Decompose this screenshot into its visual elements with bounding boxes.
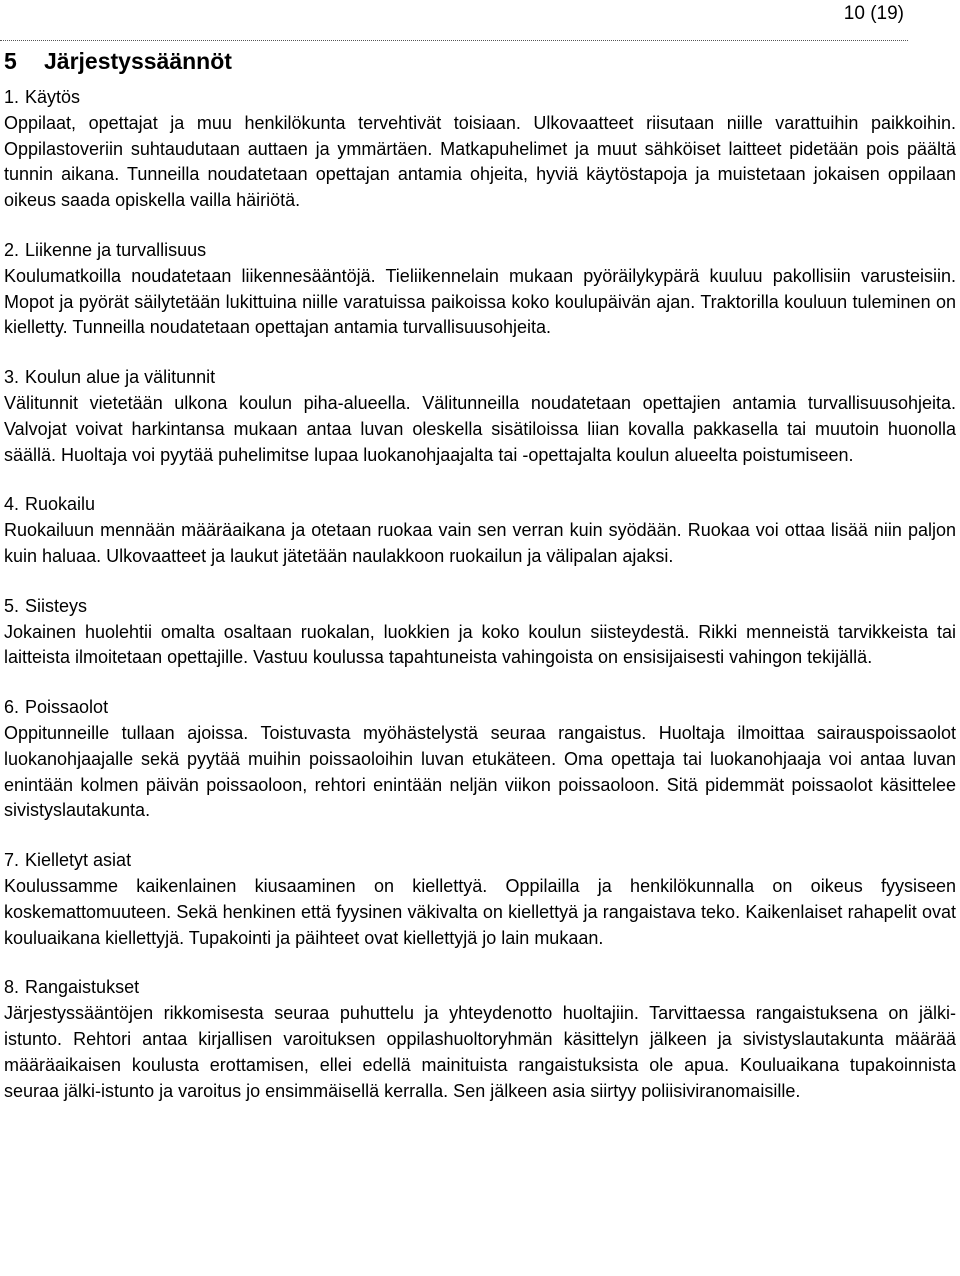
section-number: 1. [4,87,20,107]
section-heading [4,492,956,518]
section-rangaistukset [4,975,956,1104]
section-text: Oppilaat, opettajat ja muu henkilökunta tervehtivät toisiaan. Ulkovaatteet riisutaan niille varattuihin paikkoihin. Oppilastoveriin suhtaudutaan auttaen ja ymmärtäen. Matkapuhelimet ja muut sähköiset laitteet pidetään pois päältä tunnin aikana. Tunneilla noudatetaan opettajan antamia ohjeita, hyviä käytöstapoja ja muistetaan jokaisen oppilaan oikeus saada opiskella vailla häiriötä. [4,112,956,211]
section-heading [4,594,956,620]
section-number: 5. [4,595,20,616]
rules-list [4,85,956,1128]
section-title: Siisteys [25,595,88,616]
chapter-number: 5 [4,48,17,74]
section-title: Poissaolot [25,697,109,718]
section-title: Käytös [25,87,81,107]
section-title: Koulun alue ja välitunnit [25,367,216,388]
section-text: Koulussamme kaikenlainen kiusaaminen on kiellettyä. Oppilailla ja henkilökunnalla on oikeus fyysiseen koskemattomuuteen. Sekä henkinen että fyysinen väkivalta on kiellettyä ja rangaistava teko. Kaikenlaiset rahapelit ovat kouluaikana kiellettyjä. Tupakointi ja päihteet ovat kiellettyjä jo lain mukaan. [4,875,956,948]
section-text: Oppitunneille tullaan ajoissa. Toistuvasta myöhästelystä seuraa rangaistus. Huoltaja ilmoittaa sairauspoissaolot luokanohjaajalle sekä pyytää muihin poissaoloihin luvan etukäteen. Oma opettaja tai luokanohjaaja voi antaa luvan enintään kolmen päivän poissaoloon, rehtori enintään neljän viikon poissaoloon. Sitä pidemmät poissaolot käsittelee sivistyslautakunta. [4,722,956,821]
chapter-title-text: Järjestyssäännöt [44,48,232,74]
section-kielletyt-asiat [4,848,956,951]
section-number: 8. [4,977,20,998]
section-ruokailu [4,492,956,569]
section-koulun-alue [4,365,956,468]
section-heading [4,848,956,874]
chapter-title [4,46,232,76]
header-divider [0,40,908,41]
page-number: 10 (19) [843,3,904,24]
section-siisteys [4,594,956,671]
section-heading [4,975,956,1001]
section-liikenne [4,238,956,341]
section-text: Järjestyssääntöjen rikkomisesta seuraa puhuttelu ja yhteydenotto huoltajiin. Tarvittaessa rangaistuksena on jälki-istunto. Rehtori antaa kirjallisen varoituksen oppilashuoltoryhmän käsittelyn jälkeen ja sivistyslautakunta määrää määräaikaisen koulusta erottamisen, ellei edellä mainituista rangaistuksista ole apua. Kouluaikana tupakoinnista seuraa jälki-istunto ja varoitus jo ensimmäisellä kerralla. Sen jälkeen asia siirtyy poliisiviranomaisille. [4,1003,956,1101]
section-heading [4,695,956,721]
section-title: Ruokailu [25,494,96,515]
section-title: Liikenne ja turvallisuus [25,239,207,260]
section-title: Kielletyt asiat [25,850,132,871]
section-heading [4,365,956,391]
section-number: 2. [4,239,20,260]
section-text: Ruokailuun mennään määräaikana ja otetaan ruokaa vain sen verran kuin syödään. Ruokaa voi ottaa lisää niin paljon kuin haluaa. Ulkovaatteet ja laukut jätetään naulakkoon ruokailun ja välipalan ajaksi. [4,520,956,566]
section-number: 7. [4,850,20,871]
section-title: Rangaistukset [25,977,140,998]
section-heading [4,85,956,111]
section-number: 3. [4,367,20,388]
section-text: Koulumatkoilla noudatetaan liikennesääntöjä. Tieliikennelain mukaan pyöräilykypärä kuuluu pakollisiin varusteisiin. Mopot ja pyörät säilytetään lukittuina niille varatuissa paikoissa koko koulupäivän ajan. Traktorilla kouluun tuleminen on kielletty. Tunneilla noudatetaan opettajan antamia turvallisuusohjeita. [4,265,956,338]
section-number: 4. [4,494,20,515]
section-kaytos [4,85,956,214]
section-text: Jokainen huolehtii omalta osaltaan ruokalan, luokkien ja koko koulun siisteydestä. Rikki menneistä tarvikkeista tai laitteista ilmoitetaan opettajille. Vastuu koulussa tapahtuneista vahingoista on ensisijaisesti vahingon tekijällä. [4,621,956,668]
section-text: Välitunnit vietetään ulkona koulun piha-alueella. Välitunneilla noudatetaan opettajien antamia turvallisuusohjeita. Valvojat voivat harkintansa mukaan antaa luvan oleskella sisätiloissa liian kovalla pakkasella tai muutoin huonolla säällä. Huoltaja voi pyytää puhelimitse lupaa luokanohjaajalta tai -opettajalta koulun alueelta poistumiseen. [4,392,956,465]
section-number: 6. [4,697,20,718]
section-poissaolot [4,695,956,824]
section-heading [4,238,956,264]
